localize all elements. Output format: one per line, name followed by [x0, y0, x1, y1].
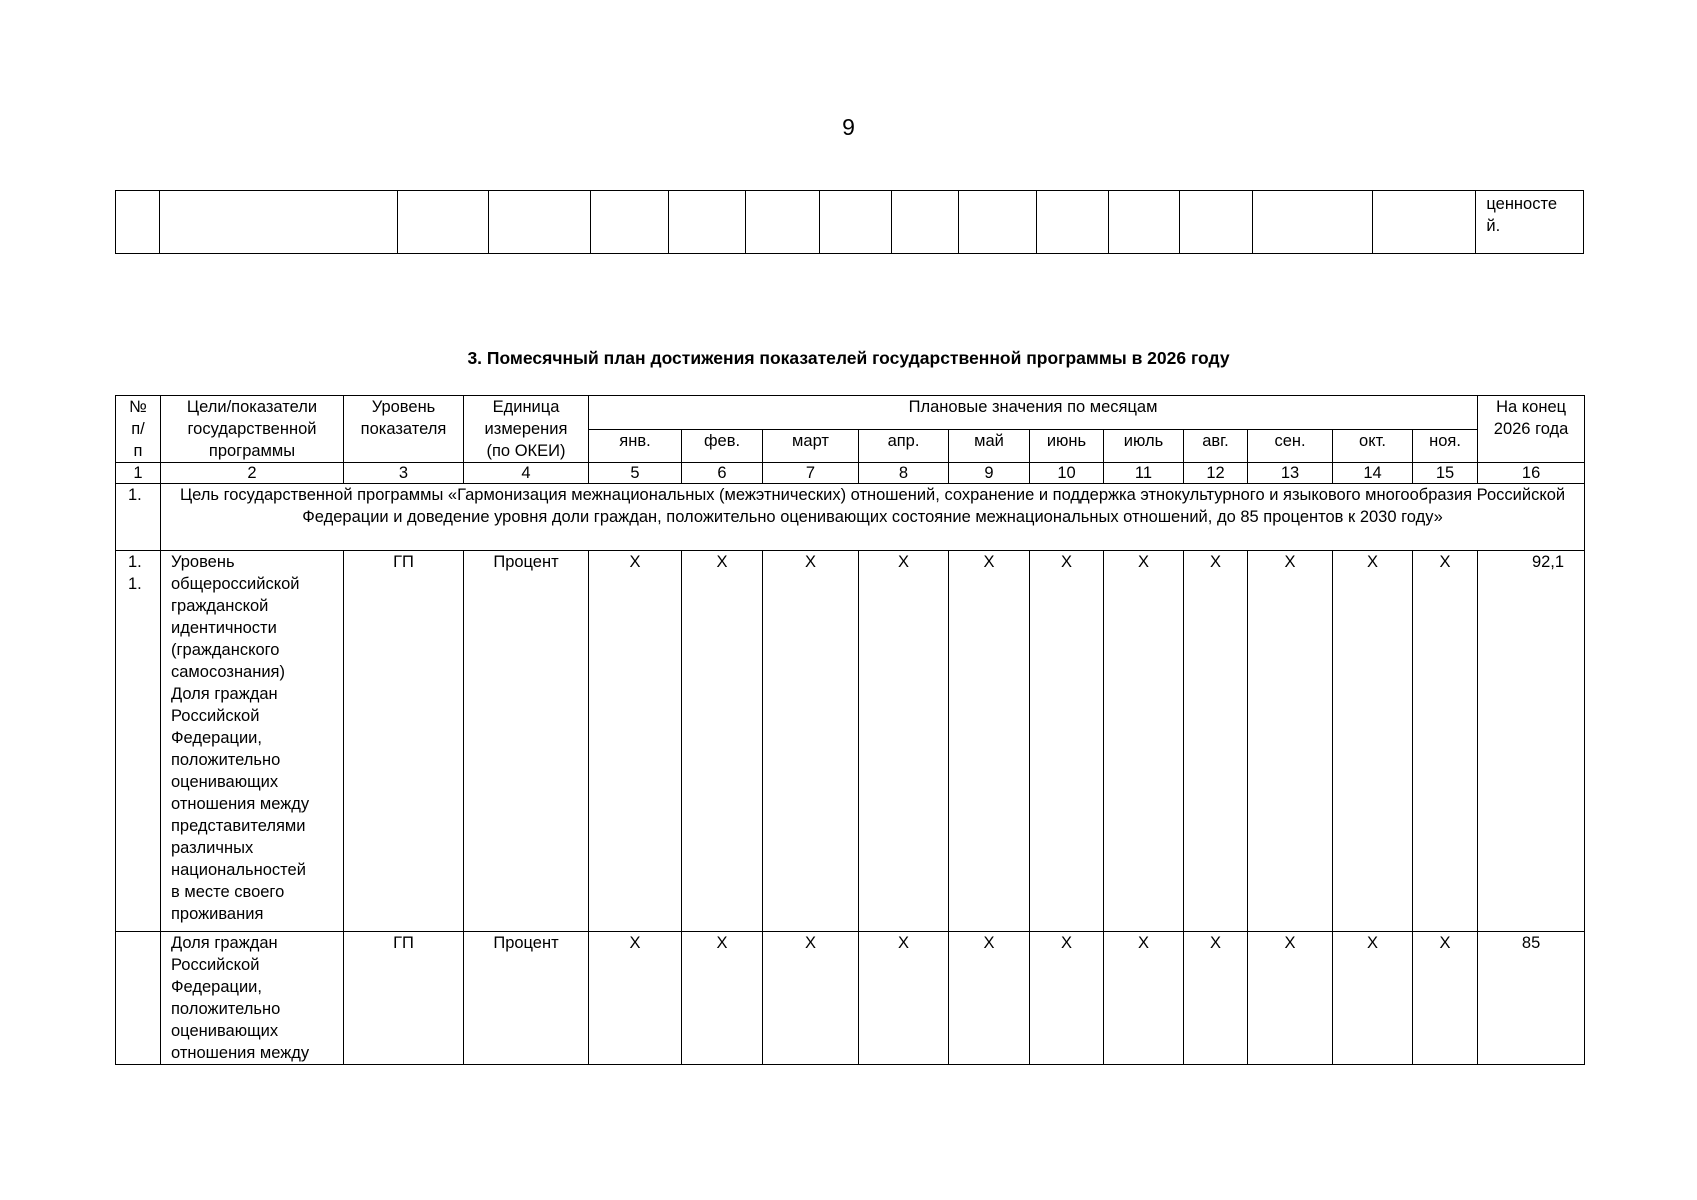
column-number: 16	[1478, 463, 1585, 484]
continuation-row	[116, 191, 1584, 254]
column-number: 13	[1248, 463, 1333, 484]
month-value: X	[763, 932, 859, 1065]
column-number: 5	[589, 463, 682, 484]
table-cell	[116, 191, 160, 254]
column-numbers-row	[116, 463, 1585, 484]
goal-row	[116, 484, 1585, 551]
column-number: 15	[1413, 463, 1478, 484]
header-month: окт.	[1333, 429, 1413, 463]
indicator-level: ГП	[344, 932, 464, 1065]
month-value: X	[1104, 551, 1184, 932]
table-cell	[1180, 191, 1253, 254]
continuation-text	[1476, 191, 1584, 254]
month-value: X	[1413, 932, 1478, 1065]
header-level-text: Уровень показателя	[360, 398, 447, 438]
month-value: X	[682, 551, 763, 932]
header-monthly: Плановые значения по месяцам	[589, 396, 1478, 430]
header-month: июнь	[1030, 429, 1104, 463]
header-number	[116, 396, 161, 463]
continuation-text-value: ценносте й.	[1486, 195, 1558, 235]
header-month: фев.	[682, 429, 763, 463]
month-value: X	[949, 551, 1030, 932]
table-cell	[591, 191, 669, 254]
indicator-level: ГП	[344, 551, 464, 932]
header-month: май	[949, 429, 1030, 463]
header-month: июль	[1104, 429, 1184, 463]
header-end-of-year-text: На конец 2026 года	[1493, 398, 1569, 438]
month-value: X	[589, 932, 682, 1065]
table-cell	[1373, 191, 1476, 254]
monthly-plan-table	[115, 395, 1585, 1065]
month-value: X	[1413, 551, 1478, 932]
month-value: X	[1104, 932, 1184, 1065]
header-goals	[161, 396, 344, 463]
table-cell	[489, 191, 591, 254]
month-value: X	[1248, 551, 1333, 932]
indicator-number	[116, 551, 161, 932]
header-month: авг.	[1184, 429, 1248, 463]
section-title: 3. Помесячный план достижения показателей государственной программы в 2026 году	[467, 348, 1230, 368]
column-number: 10	[1030, 463, 1104, 484]
header-month: апр.	[859, 429, 949, 463]
header-goals-text: Цели/показатели государственной программы	[186, 398, 318, 460]
indicator-number-text: 1. 1.	[128, 553, 142, 593]
header-month: ноя.	[1413, 429, 1478, 463]
month-value: X	[859, 932, 949, 1065]
column-number: 11	[1104, 463, 1184, 484]
end-of-year-value: 92,1	[1478, 551, 1585, 932]
indicator-name-text: Уровень общероссийской гражданской идентичности (гражданского самосознания) Доля граждан Российской Федерации, положительно оценивающих отношения между представителями различных национальностей в месте своего проживания	[171, 553, 310, 923]
table-cell	[398, 191, 489, 254]
column-number: 6	[682, 463, 763, 484]
month-value: X	[1248, 932, 1333, 1065]
column-number: 7	[763, 463, 859, 484]
header-month: янв.	[589, 429, 682, 463]
column-number: 4	[464, 463, 589, 484]
column-number: 2	[161, 463, 344, 484]
column-number: 3	[344, 463, 464, 484]
table-cell	[160, 191, 398, 254]
table-cell	[819, 191, 891, 254]
header-end-of-year	[1478, 396, 1585, 463]
column-number: 9	[949, 463, 1030, 484]
column-number: 1	[116, 463, 161, 484]
month-value: X	[682, 932, 763, 1065]
month-value: X	[1030, 932, 1104, 1065]
month-value: X	[859, 551, 949, 932]
table-cell	[1252, 191, 1372, 254]
month-value: X	[1333, 932, 1413, 1065]
indicator-name	[161, 932, 344, 1065]
table-row	[116, 551, 1585, 932]
table-cell	[891, 191, 958, 254]
month-value: X	[589, 551, 682, 932]
indicator-name	[161, 551, 344, 932]
header-unit	[464, 396, 589, 463]
page-number: 9	[842, 114, 855, 140]
end-of-year-value: 85	[1478, 932, 1585, 1065]
header-month: март	[763, 429, 859, 463]
header-level	[344, 396, 464, 463]
month-value: X	[1184, 551, 1248, 932]
column-number: 14	[1333, 463, 1413, 484]
table-cell	[959, 191, 1037, 254]
header-month: сен.	[1248, 429, 1333, 463]
month-value: X	[1184, 932, 1248, 1065]
month-value: X	[1030, 551, 1104, 932]
month-value: X	[949, 932, 1030, 1065]
table-cell	[1036, 191, 1108, 254]
table-cell	[669, 191, 746, 254]
column-number: 8	[859, 463, 949, 484]
goal-number: 1.	[116, 484, 161, 551]
header-row	[116, 396, 1585, 430]
indicator-unit: Процент	[464, 932, 589, 1065]
indicator-unit: Процент	[464, 551, 589, 932]
indicator-number	[116, 932, 161, 1065]
column-number: 12	[1184, 463, 1248, 484]
table-row	[116, 932, 1585, 1065]
goal-text: Цель государственной программы «Гармонизация межнациональных (межэтнических) отношений, сохранение и поддержка этнокультурного и языкового многообразия Российской Федерации и доведение уровня доли граждан, положительно оценивающих состояние межнациональных отношений, до 85 процентов к 2030 году»	[161, 484, 1585, 551]
header-unit-text: Единица измерения (по ОКЕИ)	[484, 398, 568, 460]
month-value: X	[1333, 551, 1413, 932]
continuation-table	[115, 190, 1584, 254]
header-number-text: № п/ п	[129, 398, 147, 460]
table-cell	[1108, 191, 1180, 254]
table-cell	[746, 191, 820, 254]
month-value: X	[763, 551, 859, 932]
indicator-name-text: Доля граждан Российской Федерации, положительно оценивающих отношения между	[171, 934, 310, 1062]
